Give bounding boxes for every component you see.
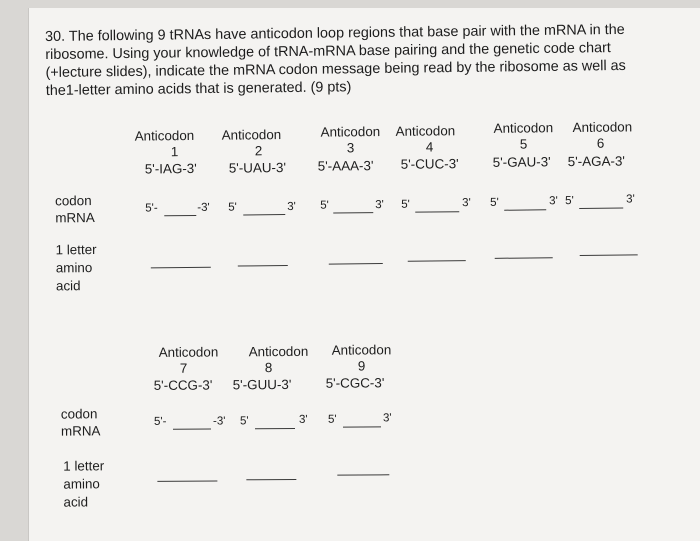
mrna-8-5prime: 5' [239,414,249,428]
mrna-5-3prime: 3' [549,194,558,208]
mrna-4-3prime: 3' [462,196,471,210]
mrna-7-blank[interactable] [173,429,211,430]
mrna-2-5prime: 5' [228,200,237,214]
codon-label: codon [55,193,92,209]
anticodon-4-sequence: 5'-CUC-3' [400,156,459,172]
anticodon-7-number: 7 [179,360,188,376]
mrna-9-blank[interactable] [343,426,381,427]
anticodon-9-label: Anticodon [331,342,392,358]
amino-8-blank[interactable] [246,479,296,480]
anticodon-6-sequence: 5'-AGA-3' [567,153,626,170]
anticodon-3-number: 3 [346,140,355,156]
mrna-8-3prime: 3' [298,412,308,426]
anticodon-7-label: Anticodon [158,344,219,360]
anticodon-2-label: Anticodon [221,127,282,143]
amino-label-line2: amino [55,260,93,276]
mrna-7-3prime: -3' [212,414,226,428]
amino-label-2-line3: acid [63,494,89,510]
anticodon-5-label: Anticodon [493,120,554,136]
mrna-7-5prime: 5'- [153,414,167,428]
anticodon-9-sequence: 5'-CGC-3' [325,375,385,391]
anticodon-8-number: 8 [264,360,273,376]
mrna-9-5prime: 5' [327,412,337,426]
anticodon-5-sequence: 5'-GAU-3' [492,154,551,170]
anticodon-3-sequence: 5'-AAA-3' [317,158,374,174]
anticodon-1-number: 1 [170,144,179,160]
mrna-2-3prime: 3' [287,199,296,214]
mrna-9-3prime: 3' [382,411,392,425]
mrna-8-blank[interactable] [255,428,295,429]
anticodon-3-label: Anticodon [320,124,381,140]
mrna-label: mRNA [55,210,95,226]
amino-label-2-line2: amino [63,476,100,492]
anticodon-9-number: 9 [357,358,366,374]
anticodon-5-number: 5 [519,136,528,152]
anticodon-1-label: Anticodon [134,127,195,144]
mrna-1-5prime: 5'- [145,201,158,215]
mrna-6-5prime: 5' [565,194,574,208]
anticodon-2-number: 2 [254,143,263,159]
mrna-3-5prime: 5' [320,198,329,212]
mrna-5-5prime: 5' [490,195,499,209]
anticodon-4-label: Anticodon [395,123,456,139]
amino-9-blank[interactable] [337,474,389,475]
mrna-label-2: mRNA [60,423,101,439]
mrna-3-3prime: 3' [375,197,384,212]
anticodon-4-number: 4 [425,139,434,155]
mrna-4-5prime: 5' [401,197,410,211]
anticodon-1-sequence: 5'-IAG-3' [144,160,197,177]
anticodon-7-sequence: 5'-CCG-3' [153,377,213,393]
amino-7-blank[interactable] [157,480,217,481]
anticodon-8-label: Anticodon [248,343,309,360]
codon-label-2: codon [60,406,98,422]
amino-label-2-line1: 1 letter [63,458,105,474]
anticodon-8-sequence: 5'-GUU-3' [232,376,292,393]
mrna-1-3prime: -3' [197,200,210,214]
question-text: 30. The following 9 tRNAs have anticodon loop regions that base pair with the mRNA in the ribosome. Using your knowledge of tRNA-mRNA base pairing and the genetic code chart (+lecture slides), indicate the mRNA codon message being read by the ribosome as well as the1-letter amino acids that is generated. (9 pts) [45,21,626,99]
anticodon-6-label: Anticodon [572,119,633,136]
mrna-6-3prime: 3' [626,192,635,206]
anticodon-2-sequence: 5'-UAU-3' [228,160,287,176]
amino-label-line1: 1 letter [55,242,97,258]
anticodon-6-number: 6 [596,135,605,151]
amino-label-line3: acid [55,278,81,294]
